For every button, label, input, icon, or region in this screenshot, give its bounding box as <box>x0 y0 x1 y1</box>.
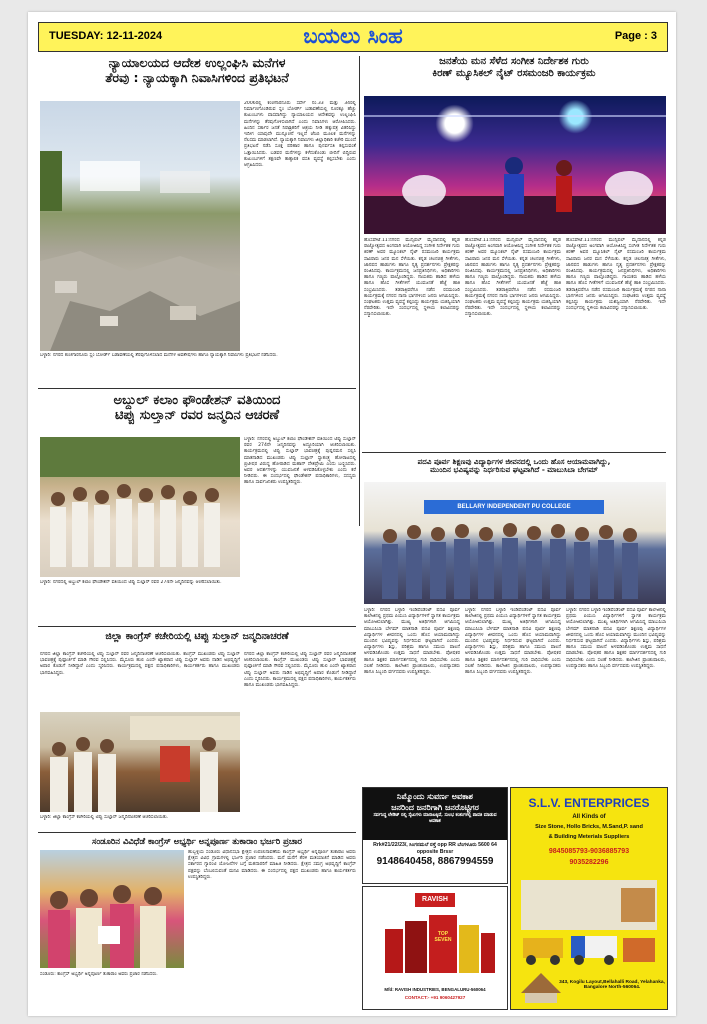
article2-headline <box>362 56 666 80</box>
section-rule <box>38 388 356 389</box>
ad-address: Rrk#21/22/23/, ಸಿಂಗನಮಲೆ ರಸ್ತೆ opp RR ಬೆಂಗಳೂರು 5600 64 opposite Brssr <box>373 842 497 855</box>
page-number: Page : 3 <box>614 30 657 42</box>
column-divider <box>359 56 360 526</box>
section-rule <box>38 626 356 627</box>
group-photo-illustration <box>40 437 240 577</box>
issue-date: TUESDAY: 12-11-2024 <box>49 30 163 42</box>
article2-headline-line1: ಜನತೆಯ ಮನ ಸೆಳೆದ ಸಂಗೀತ ನಿರ್ದೇಶಕ ಗುರು <box>439 56 589 67</box>
ad-sub: ಸರ್ವಸಿದ್ಧ ಲೇಔಟ್ ನಲ್ಲಿ ಸೈಟುಗಳು ಮಾರಾಟಕ್ಕಿವೆ, ಸುಲಭ ಕಂತುಗಳಲ್ಲಿ ಪಾವತಿ ಮಾಡುವ ಅವಕಾಶ <box>373 813 497 824</box>
article6-headline: ಸಂಡೂರಿನ ವಿವಿಧೆಡೆ ಕಾಂಗ್ರೆಸ್ ಅಭ್ಯರ್ಥಿ ಅನ್ನಪೂರ್ಣ ತುಕಾರಾಂ ಭರ್ಜರಿ ಪ್ರಚಾರ <box>92 836 302 846</box>
enterprise-advertisement <box>510 787 668 1010</box>
product-contact: CONTACT:- +91 9060427927 <box>404 995 466 1000</box>
article3-photo <box>40 437 240 577</box>
article4-body-col1: ಬಳ್ಳಾರಿ: ನಗರದ ಬಳ್ಳಾರಿ ಇಂಡಿಪೆಂಡೆಂಟ್ ಪದವಿ ಪೂರ್ವ ಕಾಲೇಜಿನಲ್ಲಿ ಪ್ರಥಮ ಪಿಯುಸಿ ವಿದ್ಯಾರ್ಥಿಗಳಿಗೆ ಸ್ವಾಗತ ಕಾರ್ಯಕ್ರಮ ಆಯೋಜಿಸಲಾಗಿತ್ತು. ಮುಖ್ಯ ಅತಿಥಿಗಳಾಗಿ ಆಗಮಿಸಿದ್ದ ಮಾಬುಸಿಬಾ ಬೇಗಮ್ ಮಾತನಾಡಿ ಪದವಿ ಪೂರ್ವ ಶಿಕ್ಷಣವು ವಿದ್ಯಾರ್ಥಿಗಳ ಜೀವನದಲ್ಲಿ ಒಂದು ಹೊಸ ಆಯಾಮವಾಗಿದ್ದು ಮುಂದಿನ ಭವಿಷ್ಯವನ್ನು ನಿರ್ಧರಿಸುವ ಘಟ್ಟವಾಗಿದೆ ಎಂದರು. ವಿದ್ಯಾರ್ಥಿಗಳು ಶಿಸ್ತು, ಪರಿಶ್ರಮ ಹಾಗೂ ಸಮಯ ಪಾಲನೆ ಅಳವಡಿಸಿಕೊಂಡು ಉತ್ತಮ ಸಾಧನೆ ಮಾಡಬೇಕು. ಪೋಷಕರ ಹಾಗೂ ಶಿಕ್ಷಕರ ಮಾರ್ಗದರ್ಶನದಲ್ಲಿ ಗುರಿ ಸಾಧಿಸಬೇಕು ಎಂದು ಸಲಹೆ ನೀಡಿದರು. ಕಾಲೇಜಿನ ಪ್ರಾಂಶುಪಾಲರು, ಉಪನ್ಯಾಸಕರು ಹಾಗೂ ಸಿಬ್ಬಂದಿ ವರ್ಗದವರು ಉಪಸ್ಥಿತರಿದ್ದರು. <box>364 608 460 676</box>
section-rule <box>38 832 356 833</box>
ad-phone: 9148640458, 8867994559 <box>376 856 494 867</box>
brand-logo: RAVISH <box>415 893 455 907</box>
enterprise-phone1: 9845085793-9036885793 <box>548 848 630 855</box>
article6-body-col1: ಹುಬ್ಬಳ್ಳಿಯ ಸಂಡೂರು ವಿಧಾನಸಭಾ ಕ್ಷೇತ್ರದ ಉಪಚುನಾವಣೆಯ ಕಾಂಗ್ರೆಸ್ ಅಭ್ಯರ್ಥಿ ಅನ್ನಪೂರ್ಣ ತುಕಾರಾಂ ಅವರು ಕ್ಷೇತ್ರದ ವಿವಿಧ ಗ್ರಾಮಗಳಲ್ಲಿ ಭರ್ಜರಿ ಪ್ರಚಾರ ನಡೆಸಿದರು. ಮನೆ ಮನೆಗೆ ತೆರಳಿ ಮತಯಾಚನೆ ಮಾಡಿದ ಅವರು ಸರ್ಕಾರದ ಗ್ಯಾರಂಟಿ ಯೋಜನೆಗಳ ಬಗ್ಗೆ ಮತದಾರರಿಗೆ ಮಾಹಿತಿ ನೀಡಿದರು. ಕ್ಷೇತ್ರದ ಸಮಗ್ರ ಅಭಿವೃದ್ಧಿಗೆ ಕಾಂಗ್ರೆಸ್ ಪಕ್ಷವನ್ನು ಬೆಂಬಲಿಸುವಂತೆ ಮನವಿ ಮಾಡಿದರು. ಈ ಸಂದರ್ಭದಲ್ಲಿ ಪಕ್ಷದ ಮುಖಂಡರು ಹಾಗೂ ಕಾರ್ಯಕರ್ತರು ಉಪಸ್ಥಿತರಿದ್ದರು. <box>188 850 356 880</box>
college-banner: BELLARY INDEPENDENT PU COLLEGE <box>424 500 604 514</box>
article5-body-col1: ನಗರದ ಜಿಲ್ಲಾ ಕಾಂಗ್ರೆಸ್ ಕಚೇರಿಯಲ್ಲಿ ಟಿಪ್ಪು ಸುಲ್ತಾನ್ ರವರ ಜನ್ಮದಿನಾಚರಣೆ ಆಚರಿಸಲಾಯಿತು. ಕಾಂಗ್ರೆಸ್ ಮುಖಂಡರು ಟಿಪ್ಪು ಸುಲ್ತಾನ್ ಭಾವಚಿತ್ರಕ್ಕೆ ಪುಷ್ಪಾರ್ಚನೆ ಮಾಡಿ ಗೌರವ ಸಲ್ಲಿಸಿದರು. ಮೈಸೂರು ಹುಲಿ ಎಂದೇ ಖ್ಯಾತರಾದ ಟಿಪ್ಪು ಸುಲ್ತಾನ್ ಅವರು ನಾಡಿನ ಅಭಿವೃದ್ಧಿಗೆ ಅಪಾರ ಕೊಡುಗೆ ನೀಡಿದ್ದಾರೆ ಎಂದು ಸ್ಮರಿಸಿದರು. ಕಾರ್ಯಕ್ರಮದಲ್ಲಿ ಪಕ್ಷದ ಪದಾಧಿಕಾರಿಗಳು, ಕಾರ್ಯಕರ್ತರು ಹಾಗೂ ಮುಖಂಡರು ಭಾಗವಹಿಸಿದ್ದರು. <box>244 652 356 689</box>
article4-body-col2: ಬಳ್ಳಾರಿ: ನಗರದ ಬಳ್ಳಾರಿ ಇಂಡಿಪೆಂಡೆಂಟ್ ಪದವಿ ಪೂರ್ವ ಕಾಲೇಜಿನಲ್ಲಿ ಪ್ರಥಮ ಪಿಯುಸಿ ವಿದ್ಯಾರ್ಥಿಗಳಿಗೆ ಸ್ವಾಗತ ಕಾರ್ಯಕ್ರಮ ಆಯೋಜಿಸಲಾಗಿತ್ತು. ಮುಖ್ಯ ಅತಿಥಿಗಳಾಗಿ ಆಗಮಿಸಿದ್ದ ಮಾಬುಸಿಬಾ ಬೇಗಮ್ ಮಾತನಾಡಿ ಪದವಿ ಪೂರ್ವ ಶಿಕ್ಷಣವು ವಿದ್ಯಾರ್ಥಿಗಳ ಜೀವನದಲ್ಲಿ ಒಂದು ಹೊಸ ಆಯಾಮವಾಗಿದ್ದು ಮುಂದಿನ ಭವಿಷ್ಯವನ್ನು ನಿರ್ಧರಿಸುವ ಘಟ್ಟವಾಗಿದೆ ಎಂದರು. ವಿದ್ಯಾರ್ಥಿಗಳು ಶಿಸ್ತು, ಪರಿಶ್ರಮ ಹಾಗೂ ಸಮಯ ಪಾಲನೆ ಅಳವಡಿಸಿಕೊಂಡು ಉತ್ತಮ ಸಾಧನೆ ಮಾಡಬೇಕು. ಪೋಷಕರ ಹಾಗೂ ಶಿಕ್ಷಕರ ಮಾರ್ಗದರ್ಶನದಲ್ಲಿ ಗುರಿ ಸಾಧಿಸಬೇಕು ಎಂದು ಸಲಹೆ ನೀಡಿದರು. ಕಾಲೇಜಿನ ಪ್ರಾಂಶುಪಾಲರು, ಉಪನ್ಯಾಸಕರು ಹಾಗೂ ಸಿಬ್ಬಂದಿ ವರ್ಗದವರು ಉಪಸ್ಥಿತರಿದ್ದರು. <box>465 608 561 676</box>
article1-headline-line1: ನ್ಯಾಯಾಲಯದ ಆದೇಶ ಉಲ್ಲಂಘಿಸಿ ಮನೆಗಳ <box>108 55 286 70</box>
article3-headline-line1: ಅಬ್ದುಲ್ ಕಲಾಂ ಫೌಂಡೇಶನ್ ವತಿಯಿಂದ <box>113 393 281 408</box>
office-celebration-illustration <box>40 712 240 812</box>
layout-advertisement <box>362 787 508 884</box>
article2-photo <box>364 96 666 234</box>
ad-headline-line1: ನಿಮ್ಮೊಂದು ಸುವರ್ಣ ಅವಕಾಶ <box>397 792 473 801</box>
concert-illustration <box>364 96 666 234</box>
section-rule <box>362 452 666 453</box>
article6-photo <box>40 850 184 968</box>
article5-photo <box>40 712 240 812</box>
article3-headline-line2: ಟಿಪ್ಪು ಸುಲ್ತಾನ್ ರವರ ಜನ್ಮದಿನ ಆಚರಣೆ <box>114 408 280 424</box>
ad-headline-line2: ಜನರಿಂದ ಜನರಿಗಾಗಿ ಜನರೊಟ್ಟಿಗರ <box>391 803 479 812</box>
enterprise-tagline3: & Building Meterials Suppliers <box>548 834 630 840</box>
campaign-crowd-illustration <box>40 850 184 968</box>
product-advertisement <box>362 886 508 1010</box>
enterprise-tagline1: All Kinds of <box>572 814 606 820</box>
article4-headline <box>362 458 666 475</box>
article5-body-top: ನಗರದ ಜಿಲ್ಲಾ ಕಾಂಗ್ರೆಸ್ ಕಚೇರಿಯಲ್ಲಿ ಟಿಪ್ಪು ಸುಲ್ತಾನ್ ರವರ ಜನ್ಮದಿನಾಚರಣೆ ಆಚರಿಸಲಾಯಿತು. ಕಾಂಗ್ರೆಸ್ ಮುಖಂಡರು ಟಿಪ್ಪು ಸುಲ್ತಾನ್ ಭಾವಚಿತ್ರಕ್ಕೆ ಪುಷ್ಪಾರ್ಚನೆ ಮಾಡಿ ಗೌರವ ಸಲ್ಲಿಸಿದರು. ಮೈಸೂರು ಹುಲಿ ಎಂದೇ ಖ್ಯಾತರಾದ ಟಿಪ್ಪು ಸುಲ್ತಾನ್ ಅವರು ನಾಡಿನ ಅಭಿವೃದ್ಧಿಗೆ ಅಪಾರ ಕೊಡುಗೆ ನೀಡಿದ್ದಾರೆ ಎಂದು ಸ್ಮರಿಸಿದರು. ಕಾರ್ಯಕ್ರಮದಲ್ಲಿ ಪಕ್ಷದ ಪದಾಧಿಕಾರಿಗಳು, ಕಾರ್ಯಕರ್ತರು ಹಾಗೂ ಮುಖಂಡರು ಭಾಗವಹಿಸಿದ್ದರು. <box>40 652 240 676</box>
article1-headline <box>38 56 356 86</box>
article1-photo <box>40 101 240 351</box>
article1-headline-line2: ತೆರವು : ನ್ಯಾಯಕ್ಕಾಗಿ ನಿವಾಸಿಗಳಿಂದ ಪ್ರತಿಭಟನೆ <box>105 69 289 85</box>
article2-headline-line2: ಕಿರಣ್ ಮ್ಯೂಸಿಕಲ್ ನೈಟ್ ರಸಮಂಜರಿ ಕಾರ್ಯಕ್ರಮ <box>432 67 596 79</box>
product-footer: Mfd: RAVISH INDUSTRIES, BENGALURU-560064 <box>384 987 486 992</box>
enterprise-phone2: 9035282296 <box>569 859 609 866</box>
article1-caption: ಬಳ್ಳಾರಿ: ನಗರದ ಕಂಚಗಾರನೂರು ಸ್ಲಂ ಬೋರ್ಡ್ ಬಡಾವಣೆಯಲ್ಲಿ ತೆರವುಗೊಳಿಸಲಾದ ಮನೆಗಳ ಅವಶೇಷಗಳು ಹಾಗೂ ನ್ಯಾಯಕ್ಕಾಗಿ ನಿವಾಸಿಗಳು ಪ್ರತಿಭಟನೆ ನಡೆಸಿದರು. <box>40 353 278 358</box>
product-name: TOP SEVEN <box>434 931 452 943</box>
article6-caption: ಸಂಡೂರು: ಕಾಂಗ್ರೆಸ್ ಅಭ್ಯರ್ಥಿ ಅನ್ನಪೂರ್ಣ ತುಕಾರಾಂ ಅವರು ಪ್ರಚಾರ ನಡೆಸಿದರು. <box>40 972 158 977</box>
article2-body-col2: ಹೊಸಪೇಟೆ.11:ನಗರದ ಮುನ್ಸಿಪಲ್ ಮೈದಾನದಲ್ಲಿ ಕನ್ನಡ ರಾಜ್ಯೋತ್ಸವದ ಅಂಗವಾಗಿ ಆಯೋಜಿಸಿದ್ದ ಸಂಗೀತ ನಿರ್ದೇಶಕ ಗುರು ಕಿರಣ್ ಅವರ ಮ್ಯೂಸಿಕಲ್ ನೈಟ್ ರಸಮಂಜರಿ ಕಾರ್ಯಕ್ರಮ ಸಾವಿರಾರು ಜನರ ಮನ ಸೆಳೆಯಿತು. ಕನ್ನಡ ಚಲನಚಿತ್ರ ಗೀತೆಗಳು, ಜಾನಪದ ಹಾಡುಗಳು ಹಾಗೂ ನೃತ್ಯ ಪ್ರದರ್ಶನಗಳು ಪ್ರೇಕ್ಷಕರನ್ನು ರಂಜಿಸಿದವು. ಕಾರ್ಯಕ್ರಮದಲ್ಲಿ ಜನಪ್ರತಿನಿಧಿಗಳು, ಅಧಿಕಾರಿಗಳು ಹಾಗೂ ಗಣ್ಯರು ಪಾಲ್ಗೊಂಡಿದ್ದರು. ಗಾಯಕರು ಹಾಡಿದ ಹಳೆಯ ಹಾಗೂ ಹೊಸ ಗೀತೆಗಳಿಗೆ ಯುವಜನತೆ ಹೆಜ್ಜೆ ಹಾಕಿ ಸಂಭ್ರಮಿಸಿದರು. ತಡರಾತ್ರಿವರೆಗೂ ನಡೆದ ರಸಮಂಜರಿ ಕಾರ್ಯಕ್ರಮಕ್ಕೆ ನಗರದ ನಾನಾ ಭಾಗಗಳಿಂದ ಜನರು ಆಗಮಿಸಿದ್ದರು. ಸಂಘಟಕರು ಉತ್ತಮ ವ್ಯವಸ್ಥೆ ಕಲ್ಪಿಸಿದ್ದು ಕಾರ್ಯಕ್ರಮ ಯಶಸ್ವಿಯಾಗಿ ನೆರವೇರಿತು. ಇದೇ ಸಂದರ್ಭದಲ್ಲಿ ಸ್ಥಳೀಯ ಕಲಾವಿದರನ್ನು ಸನ್ಮಾನಿಸಲಾಯಿತು. <box>465 238 561 318</box>
article4-headline-line2: ಮುಂದಿನ ಭವಿಷ್ಯವನ್ನು ನಿರ್ಧರಿಸುವ ಘಟ್ಟವಾಗಿದೆ - ಮಾಬುಸಿಬಾ ಬೇಗಮ್ <box>430 465 598 475</box>
rubble-illustration <box>40 101 240 351</box>
article4-headline-line1: ಪದವಿ ಪೂರ್ವ ಶಿಕ್ಷಣವು ವಿದ್ಯಾರ್ಥಿಗಳ ಜೀವನದಲ್ಲಿ ಒಂದು ಹೊಸ ಆಯಾಮವಾಗಿದ್ದು, <box>417 457 611 466</box>
ad-banner <box>363 788 507 840</box>
article3-headline <box>38 393 356 424</box>
article1-body-col1: 2006ರಲ್ಲಿ ಕಂಚಗಾರನೂರು ಸರ್ವೇ ನಂ.33 ಮತ್ತು 34ರಲ್ಲಿ ನಿರ್ಮಾಣಗೊಂಡಿರುವ ಸ್ಲಂ ಬೋರ್ಡ್ ಬಡಾವಣೆಯಲ್ಲಿ ನೂರಕ್ಕೂ ಹೆಚ್ಚು ಕುಟುಂಬಗಳು ವಾಸವಾಗಿದ್ದು ನ್ಯಾಯಾಲಯದ ಆದೇಶವನ್ನು ಉಲ್ಲಂಘಿಸಿ ಮನೆಗಳನ್ನು ತೆರವುಗೊಳಿಸಲಾಗಿದೆ ಎಂದು ನಿವಾಸಿಗಳು ಆರೋಪಿಸಿದರು. ಹಿಂದಿನ ಸರ್ಕಾರ ಜನತೆ ನಿರಾಶ್ರಿತರಿಗೆ ಆಶ್ರಯ ನೀಡಿ ಹಕ್ಕುಪತ್ರ ವಿತರಿಸಿದ್ದು ಇದೀಗ ಯಾವುದೇ ಮುನ್ಸೂಚನೆ ಇಲ್ಲದೆ ಜೆಸಿಬಿ ಮೂಲಕ ಮನೆಗಳನ್ನು ನೆಲಸಮ ಮಾಡಲಾಗಿದೆ. ನ್ಯಾಯಕ್ಕಾಗಿ ನಿವಾಸಿಗಳು ಜಿಲ್ಲಾಧಿಕಾರಿ ಕಚೇರಿ ಮುಂದೆ ಪ್ರತಿಭಟನೆ ನಡೆಸಿ ಸೂಕ್ತ ಪರಿಹಾರ ಹಾಗೂ ಪುನರ್ವಸತಿ ಕಲ್ಪಿಸುವಂತೆ ಒತ್ತಾಯಿಸಿದರು. ಬಡವರ ಮನೆಗಳನ್ನು ಕಳೆದುಕೊಂಡು ಬೀದಿಗೆ ಬಿದ್ದಿರುವ ಕುಟುಂಬಗಳಿಗೆ ತಕ್ಷಣವೇ ತಾತ್ಕಾಲಿಕ ವಸತಿ ವ್ಯವಸ್ಥೆ ಕಲ್ಪಿಸಬೇಕು ಎಂದು ಆಗ್ರಹಿಸಿದರು. <box>244 101 356 169</box>
article2-body-col1: ಹೊಸಪೇಟೆ.11:ನಗರದ ಮುನ್ಸಿಪಲ್ ಮೈದಾನದಲ್ಲಿ ಕನ್ನಡ ರಾಜ್ಯೋತ್ಸವದ ಅಂಗವಾಗಿ ಆಯೋಜಿಸಿದ್ದ ಸಂಗೀತ ನಿರ್ದೇಶಕ ಗುರು ಕಿರಣ್ ಅವರ ಮ್ಯೂಸಿಕಲ್ ನೈಟ್ ರಸಮಂಜರಿ ಕಾರ್ಯಕ್ರಮ ಸಾವಿರಾರು ಜನರ ಮನ ಸೆಳೆಯಿತು. ಕನ್ನಡ ಚಲನಚಿತ್ರ ಗೀತೆಗಳು, ಜಾನಪದ ಹಾಡುಗಳು ಹಾಗೂ ನೃತ್ಯ ಪ್ರದರ್ಶನಗಳು ಪ್ರೇಕ್ಷಕರನ್ನು ರಂಜಿಸಿದವು. ಕಾರ್ಯಕ್ರಮದಲ್ಲಿ ಜನಪ್ರತಿನಿಧಿಗಳು, ಅಧಿಕಾರಿಗಳು ಹಾಗೂ ಗಣ್ಯರು ಪಾಲ್ಗೊಂಡಿದ್ದರು. ಗಾಯಕರು ಹಾಡಿದ ಹಳೆಯ ಹಾಗೂ ಹೊಸ ಗೀತೆಗಳಿಗೆ ಯುವಜನತೆ ಹೆಜ್ಜೆ ಹಾಕಿ ಸಂಭ್ರಮಿಸಿದರು. ತಡರಾತ್ರಿವರೆಗೂ ನಡೆದ ರಸಮಂಜರಿ ಕಾರ್ಯಕ್ರಮಕ್ಕೆ ನಗರದ ನಾನಾ ಭಾಗಗಳಿಂದ ಜನರು ಆಗಮಿಸಿದ್ದರು. ಸಂಘಟಕರು ಉತ್ತಮ ವ್ಯವಸ್ಥೆ ಕಲ್ಪಿಸಿದ್ದು ಕಾರ್ಯಕ್ರಮ ಯಶಸ್ವಿಯಾಗಿ ನೆರವೇರಿತು. ಇದೇ ಸಂದರ್ಭದಲ್ಲಿ ಸ್ಥಳೀಯ ಕಲಾವಿದರನ್ನು ಸನ್ಮಾನಿಸಲಾಯಿತು. <box>364 238 460 318</box>
construction-illustration <box>511 788 667 1009</box>
article3-body-col1: ಬಳ್ಳಾರಿ: ನಗರದಲ್ಲಿ ಅಬ್ದುಲ್ ಕಲಾಂ ಫೌಂಡೇಶನ್ ವತಿಯಿಂದ ಟಿಪ್ಪು ಸುಲ್ತಾನ್ ರವರ 274ನೇ ಜನ್ಮದಿನವನ್ನು ಅದ್ದೂರಿಯಾಗಿ ಆಚರಿಸಲಾಯಿತು. ಕಾರ್ಯಕ್ರಮದಲ್ಲಿ ಟಿಪ್ಪು ಸುಲ್ತಾನ್ ಭಾವಚಿತ್ರಕ್ಕೆ ಪುಷ್ಪನಮನ ಸಲ್ಲಿಸಿ ಮಾತನಾಡಿದ ಮುಖಂಡರು ಟಿಪ್ಪು ಸುಲ್ತಾನ್ ಸ್ವಾತಂತ್ರ್ಯ ಹೋರಾಟದಲ್ಲಿ ಬ್ರಿಟೀಷರ ವಿರುದ್ಧ ಹೋರಾಡಿದ ಮಹಾನ್ ದೇಶಪ್ರೇಮಿ ಎಂದು ಬಣ್ಣಿಸಿದರು. ಅವರ ಆದರ್ಶಗಳನ್ನು ಯುವಜನತೆ ಅಳವಡಿಸಿಕೊಳ್ಳಬೇಕು ಎಂದು ಕರೆ ನೀಡಿದರು. ಈ ಸಂದರ್ಭದಲ್ಲಿ ಫೌಂಡೇಶನ್ ಪದಾಧಿಕಾರಿಗಳು, ಸದಸ್ಯರು ಹಾಗೂ ಸಾರ್ವಜನಿಕರು ಉಪಸ್ಥಿತರಿದ್ದರು. <box>244 437 356 486</box>
article2-body-col3: ಹೊಸಪೇಟೆ.11:ನಗರದ ಮುನ್ಸಿಪಲ್ ಮೈದಾನದಲ್ಲಿ ಕನ್ನಡ ರಾಜ್ಯೋತ್ಸವದ ಅಂಗವಾಗಿ ಆಯೋಜಿಸಿದ್ದ ಸಂಗೀತ ನಿರ್ದೇಶಕ ಗುರು ಕಿರಣ್ ಅವರ ಮ್ಯೂಸಿಕಲ್ ನೈಟ್ ರಸಮಂಜರಿ ಕಾರ್ಯಕ್ರಮ ಸಾವಿರಾರು ಜನರ ಮನ ಸೆಳೆಯಿತು. ಕನ್ನಡ ಚಲನಚಿತ್ರ ಗೀತೆಗಳು, ಜಾನಪದ ಹಾಡುಗಳು ಹಾಗೂ ನೃತ್ಯ ಪ್ರದರ್ಶನಗಳು ಪ್ರೇಕ್ಷಕರನ್ನು ರಂಜಿಸಿದವು. ಕಾರ್ಯಕ್ರಮದಲ್ಲಿ ಜನಪ್ರತಿನಿಧಿಗಳು, ಅಧಿಕಾರಿಗಳು ಹಾಗೂ ಗಣ್ಯರು ಪಾಲ್ಗೊಂಡಿದ್ದರು. ಗಾಯಕರು ಹಾಡಿದ ಹಳೆಯ ಹಾಗೂ ಹೊಸ ಗೀತೆಗಳಿಗೆ ಯುವಜನತೆ ಹೆಜ್ಜೆ ಹಾಕಿ ಸಂಭ್ರಮಿಸಿದರು. ತಡರಾತ್ರಿವರೆಗೂ ನಡೆದ ರಸಮಂಜರಿ ಕಾರ್ಯಕ್ರಮಕ್ಕೆ ನಗರದ ನಾನಾ ಭಾಗಗಳಿಂದ ಜನರು ಆಗಮಿಸಿದ್ದರು. ಸಂಘಟಕರು ಉತ್ತಮ ವ್ಯವಸ್ಥೆ ಕಲ್ಪಿಸಿದ್ದು ಕಾರ್ಯಕ್ರಮ ಯಶಸ್ವಿಯಾಗಿ ನೆರವೇರಿತು. ಇದೇ ಸಂದರ್ಭದಲ್ಲಿ ಸ್ಥಳೀಯ ಕಲಾವಿದರನ್ನು ಸನ್ಮಾನಿಸಲಾಯಿತು. <box>566 238 666 312</box>
newspaper-page <box>28 12 676 1016</box>
enterprise-address: 343, Kogilu Layout,Bellahalli Road, Yelahanka, Bangalore North-560064. <box>559 980 665 990</box>
masthead <box>38 22 668 52</box>
enterprise-tagline2: Size Stone, Hollo Bricks, M.Sand,P. sand <box>535 824 643 830</box>
article5-caption: ಬಳ್ಳಾರಿ: ಜಿಲ್ಲಾ ಕಾಂಗ್ರೆಸ್ ಕಚೇರಿಯಲ್ಲಿ ಟಿಪ್ಪು ಸುಲ್ತಾನ್ ಜನ್ಮದಿನಾಚರಣೆ ಆಚರಿಸಲಾಯಿತು. <box>40 815 169 820</box>
article4-photo <box>364 482 666 604</box>
article3-caption: ಬಳ್ಳಾರಿ: ನಗರದಲ್ಲಿ ಅಬ್ದುಲ್ ಕಲಾಂ ಫೌಂಡೇಶನ್ ವತಿಯಿಂದ ಟಿಪ್ಪು ಸುಲ್ತಾನ್ ರವರ 274ನೇ ಜನ್ಮದಿನವನ್ನು ಆಚರಿಸಲಾಯಿತು. <box>40 580 222 585</box>
newspaper-title: ಬಯಲು ಸಿಂಹ <box>303 24 403 48</box>
enterprise-name: S.L.V. ENTERPRICES <box>528 796 650 810</box>
article4-body-col3: ಬಳ್ಳಾರಿ: ನಗರದ ಬಳ್ಳಾರಿ ಇಂಡಿಪೆಂಡೆಂಟ್ ಪದವಿ ಪೂರ್ವ ಕಾಲೇಜಿನಲ್ಲಿ ಪ್ರಥಮ ಪಿಯುಸಿ ವಿದ್ಯಾರ್ಥಿಗಳಿಗೆ ಸ್ವಾಗತ ಕಾರ್ಯಕ್ರಮ ಆಯೋಜಿಸಲಾಗಿತ್ತು. ಮುಖ್ಯ ಅತಿಥಿಗಳಾಗಿ ಆಗಮಿಸಿದ್ದ ಮಾಬುಸಿಬಾ ಬೇಗಮ್ ಮಾತನಾಡಿ ಪದವಿ ಪೂರ್ವ ಶಿಕ್ಷಣವು ವಿದ್ಯಾರ್ಥಿಗಳ ಜೀವನದಲ್ಲಿ ಒಂದು ಹೊಸ ಆಯಾಮವಾಗಿದ್ದು ಮುಂದಿನ ಭವಿಷ್ಯವನ್ನು ನಿರ್ಧರಿಸುವ ಘಟ್ಟವಾಗಿದೆ ಎಂದರು. ವಿದ್ಯಾರ್ಥಿಗಳು ಶಿಸ್ತು, ಪರಿಶ್ರಮ ಹಾಗೂ ಸಮಯ ಪಾಲನೆ ಅಳವಡಿಸಿಕೊಂಡು ಉತ್ತಮ ಸಾಧನೆ ಮಾಡಬೇಕು. ಪೋಷಕರ ಹಾಗೂ ಶಿಕ್ಷಕರ ಮಾರ್ಗದರ್ಶನದಲ್ಲಿ ಗುರಿ ಸಾಧಿಸಬೇಕು ಎಂದು ಸಲಹೆ ನೀಡಿದರು. ಕಾಲೇಜಿನ ಪ್ರಾಂಶುಪಾಲರು, ಉಪನ್ಯಾಸಕರು ಹಾಗೂ ಸಿಬ್ಬಂದಿ ವರ್ಗದವರು ಉಪಸ್ಥಿತರಿದ್ದರು. <box>566 608 666 669</box>
article5-headline: ಜಿಲ್ಲಾ ಕಾಂಗ್ರೆಸ್ ಕಚೇರಿಯಲ್ಲಿ ಟಿಪ್ಪು ಸುಲ್ತಾನ್ ಜನ್ಮದಿನಾಚರಣೆ <box>105 631 289 642</box>
